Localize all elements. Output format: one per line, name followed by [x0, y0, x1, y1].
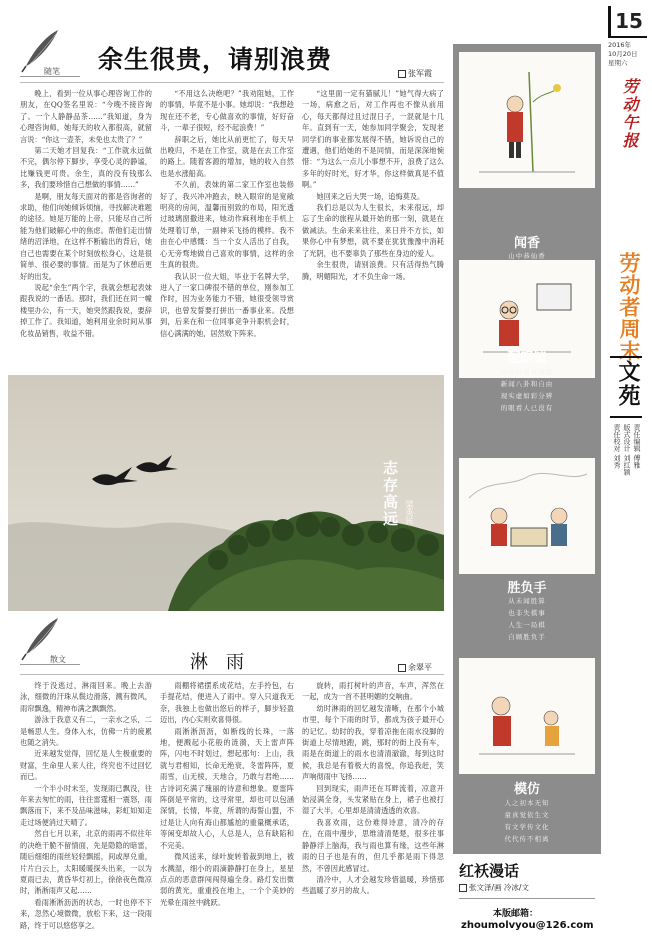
- section-title-wenyuan: 文苑: [615, 360, 640, 408]
- issue-weekday: 星期六: [608, 59, 628, 67]
- article2-paragraph: 幼时淋雨的回忆越发清晰，在那个小城市里，每个下雨的时节，都成为孩子最开心的记忆。幼时的我，穿着凉拖在雨水没脚的街道上尽情地跑，跳，那时的街上没有车，雨是在街道上的雨水也清清澈澈，每到这时候，我总是有着极大的喜悦，你追我赶，笑声响彻雨中飞扬……: [302, 703, 444, 782]
- issue-date-year: 2016年: [608, 41, 632, 49]
- article1-column-1: [20, 88, 152, 368]
- editor-credit: 版式设计 刘红颖: [623, 424, 631, 476]
- section-title-weekend: 劳动者周末: [617, 252, 641, 362]
- comics-footer-rule: [459, 898, 595, 899]
- article2-paragraph: 我喜欢雨，这份难得诗意，清冷的存在，在雨中漫步，思维清清楚楚，很多往事静静浮上脑海，我与雨也算有缘，这些年淋雨的日子也是有的，但几乎都是雨下得忽然，不曾因此感冒过。: [302, 817, 444, 873]
- article1-rule: [20, 82, 444, 83]
- comic-panel-4: [459, 658, 595, 774]
- comic-title-2: 配眼镜: [507, 351, 547, 366]
- article2-tag-line: [20, 664, 80, 665]
- comic-title-1: 闻香: [513, 236, 540, 251]
- article2-tag: 散文: [50, 655, 66, 664]
- page-number: 15: [608, 6, 647, 38]
- article2-title: 淋 雨: [190, 652, 244, 673]
- comic-panel-3: [459, 458, 595, 574]
- article2-rule: [20, 674, 444, 675]
- article2-paragraph: 雨棚将裙摆系成花结，左手拎包，右手提花结，便进入了雨中。穿入只道我无奈，我独上也做出悠后的样子，脚步轻盈迈出，内心实则欢喜得很。: [160, 681, 294, 725]
- comic-figure-image: [459, 52, 595, 188]
- poem-line: 自顾胜负手: [508, 633, 546, 641]
- article1-paragraph: “这里面一定有猫腻儿！”她气得大病了一场，病愈之后，对工作再也不像从前用心，每天都得过且过混日子，一混就是十几年。直到有一天，她参加同学聚会，发现老同学们的事业都发展得不错，她诉说自己的遭遇，他们给她的不是同情，而是深深地惋惜：“为这么一点儿小事想不开，浪费了这么多年的好时光，好才华，你这样做真是不值啊。”: [302, 89, 444, 190]
- poem-line: 人之初本无知: [504, 799, 550, 807]
- comic-title-4: 模仿: [513, 782, 540, 797]
- article1-paragraph: 我们总是以为人生很长，未来很远，却忘了生命的旅程从最开始的那一刻，就是在做减法。生命来来往往，来日并不方长，如果你心中有梦想，就不要在犹犹豫豫中消耗了光阴，也不要辜负了那些在身边的爱人。: [302, 203, 444, 258]
- editor-credit: 责任编辑 傅雅: [633, 424, 641, 469]
- photo-caption-title: 志存高远: [381, 460, 399, 528]
- comics-credit-text: 张文泽/画 冷冰/文: [469, 883, 529, 892]
- article2-paragraph: 看雨淅淅沥沥的状态，一时也停不下来，忽然心境微微，放松下来，这一段雨路，终于可以悠悠享之。: [20, 897, 152, 930]
- poem-line: 的眼看人已没有: [500, 404, 554, 412]
- poem-line: 现实虚如彩分辨: [500, 392, 554, 400]
- article1-title: 余生很贵，请别浪费: [98, 45, 333, 74]
- article2-paragraph: 微风送来，绿叶旋转着裁到地上，被水溅湿，细小的雨滴静静打在身上，星星点点的恶意群闯闯得遍全身。路灯发出微弱的黄光，重重投在地上，一个个美妙的光晕在雨丝中跳跃。: [160, 852, 294, 907]
- issue-date: 10月20日: [608, 50, 638, 58]
- article2-author: 余翠平: [408, 663, 432, 672]
- email-address[interactable]: zhoumolvyou@126.com: [461, 920, 594, 931]
- poem-line: 童真觉依生文: [504, 811, 550, 819]
- byline-box-icon: [459, 884, 467, 892]
- byline-box-icon: [398, 70, 406, 78]
- poem-line: 从未闻胜算: [508, 597, 546, 605]
- article2-paragraph: 然自七月以来，北京的雨再不似往年的决绝干脆不留情面，先是隐隐的暗雷，随后细细的雨丝轻轻飘摇，间或厚兑重，片片白云上，太阳暖暖探头出来，一以为夏雨已去，黄昏华灯初上，徐徐夜色微凉时，淅淅雨声又起……: [20, 829, 152, 896]
- photo-caption-author: 梁英民: [405, 500, 414, 524]
- poem-line: 代代传不相离: [504, 835, 550, 843]
- article2-byline: [398, 662, 432, 673]
- comic-panel-1: [459, 52, 595, 188]
- poem-line: 山中恭仙香: [508, 252, 546, 260]
- article2-paragraph: 游泳于我意义有二，一亲水之乐，二是畅思人生。身体入水，仿佛一片的疲累也随之消失。: [20, 715, 152, 748]
- poem-line: 也非失棋事: [508, 609, 546, 617]
- article1-paragraph: 她回来之后大哭一场，追悔莫及。: [316, 191, 425, 201]
- byline-box-icon: [398, 664, 406, 672]
- poem-line: 人生一局棋: [508, 621, 546, 629]
- editor-credit: 责任校对 刘秀: [613, 424, 621, 469]
- article1-paragraph: “不用这么决绝吧？”我劝阻她，工作的事情，毕竟不是小事。她却说：“我想趁现在还不老，专心做喜欢的事情，好好奋斗，一辈子很短，经不起浪费！”: [160, 89, 294, 133]
- comic-poem-4: [453, 797, 601, 845]
- article1-paragraph: 我认识一位大姐，毕业于名牌大学，进入了一家口碑很不错的单位，刚参加工作时，因为业务能力不错，她很受领导赏识，也曾发誓要打拼出一番事业来。没想到，后来在和一位同事竞争升职机会时，信心满满的她，居然败下阵来。: [160, 271, 294, 338]
- article1-tag-line: [20, 76, 80, 77]
- article1-paragraph: 不久前，表妹的第二家工作室也装修好了，我兴冲冲跑去，映入眼帘的是宽敞明亮的房间，温馨而别致的布局，阳光透过玻璃窗撒进来，她动作麻利地在手机上处理着订单，一副神采飞扬的模样。我不由在心中感慨：当一个女人活出了自我，心无旁骛地做自己喜欢的事情，这样的余生真的很贵。: [160, 180, 294, 270]
- article1-paragraph: 第二天她才回复我：“工作就永远做不完，偶尔停下脚步，享受心灵的静谧，比赚钱更可贵。余生，真的没有钱那么多，我们要珍惜自己想做的事情……”: [20, 146, 152, 190]
- article2-paragraph: 一个半小时未至，发现雨已飘没，往年来去匆忙的雨，往往雷霆相一震怒，雨飘落而下，来不及品味滋味，彩虹如知走走过场便消过天晴了。: [20, 783, 152, 827]
- masthead-logo: 劳动午报: [620, 78, 639, 150]
- article2-column-2: [160, 680, 294, 938]
- article1-paragraph: 说起“余生”两个字，我就会想起表妹跟我说的一番话。那时，我们还在同一幢楼里办公，有一天，她突然跟我说，要辞掉工作了。我知道，她利用业余时间从事化妆品销售，收益不错。: [20, 282, 152, 338]
- article2-paragraph: 清冷中，人才会越发珍惜温暖，珍惜那些温暖了岁月的故人。: [302, 874, 444, 896]
- article2-column-3: [302, 680, 444, 938]
- article1-tag: 随笔: [44, 67, 60, 76]
- article1-paragraph: 辞职之后，她比从前更忙了，每天早出晚归，不是在工作室，就是在去工作室的路上。随着客源的增加，她的收入自然也是水涨船高。: [160, 134, 294, 178]
- poem-line: 终日盯看屏幕眼: [500, 368, 554, 376]
- article2-paragraph: 旋转，雨打树叶的声音，车声，浑然在一起，成为一首不甚明媚的交响曲。: [302, 681, 444, 702]
- article1-byline: [398, 68, 432, 79]
- article2-column-1: [20, 680, 152, 938]
- comic-figure-image: [459, 458, 595, 574]
- article2-paragraph: 终于没逃过，淋雨回来。晚上去游泳，细微的汗珠从鬓边滑落，溅有微风，雨帘飘逸，精神布满之飘飘然。: [20, 681, 152, 713]
- comic-figure-image: [459, 658, 595, 774]
- article1-author: 张军霞: [408, 69, 432, 78]
- article2-paragraph: 回到现实，雨声还在耳畔流着，凉意开始浸满全身，头发紧贴在身上，裙子也被打湿了大半，心里却是清清透透的欢喜。: [302, 783, 444, 816]
- comics-sidebar: [453, 44, 601, 940]
- article1-column-2: [160, 88, 294, 368]
- comics-credit: [459, 882, 529, 893]
- cranes-over-forest-image: [8, 375, 444, 611]
- comics-footer: [453, 854, 601, 940]
- poem-line: 新闻八卦和自由: [500, 380, 554, 388]
- article1-paragraph: 余生很贵，请别浪费。只有活得热气腾腾，明媚阳光，才不负生命一场。: [302, 260, 444, 281]
- article1-column-3: [302, 88, 444, 368]
- article1-paragraph: 晚上，看到一位从事心理咨询工作的朋友，在QQ签名里说：“今晚不接咨询了。一个人静静品茶……”我知道，身为心理咨询师，她每天的收入都很高，就留言说：“你这一壶茶，未免也太贵了？”: [20, 89, 152, 144]
- landscape-photo: [8, 375, 444, 611]
- poem-line: 有文学传文化: [504, 823, 550, 831]
- comics-series-title: 红袄漫话: [459, 862, 520, 880]
- comic-poem-2: [453, 366, 601, 414]
- email-label: 本版邮箱：: [493, 909, 539, 919]
- article1-paragraph: 是啊，朋友每天面对的都是咨询者的求助，他们向她倾诉烦恼，寻找解决难题的途径。她是万能的上帝，只能尽自己所能为他们破解心中的焦虑。帮他们走出情绪的沼泽地，在这样不断输出的背后，她自己也需要在某个时刻放松身心，这是很简单、很必要的事情。而是为了休憩后更好的出发。: [20, 191, 152, 281]
- article2-paragraph: 雨淅淅沥沥，如断线的长珠，一落地，便溅起小花般的涟漪，天上雷声阵阵，闪电不时划过，想起那句：上山，我就与君相知，长命无绝衰，冬雷阵阵，夏雨雪，山无棱，天地合，乃敢与君绝……古诗词充满了瑰丽的诗意和想象。夏雷阵阵倒是平常的，这寻常里，却也可以包涵深情，长情，毕竟，所谓的海誓山盟，不过是让人向有海山都尴尬的重量概承诺，等闲变却故人心，人总是人，总有缺陷和不完美。: [160, 726, 294, 850]
- comic-title-3: 胜负手: [507, 581, 547, 596]
- article2-paragraph: 近来越发觉得，回忆是人生极重要的财富，生命里人来人往，终究也不过回忆而已。: [20, 749, 152, 782]
- comic-poem-3: [453, 595, 601, 643]
